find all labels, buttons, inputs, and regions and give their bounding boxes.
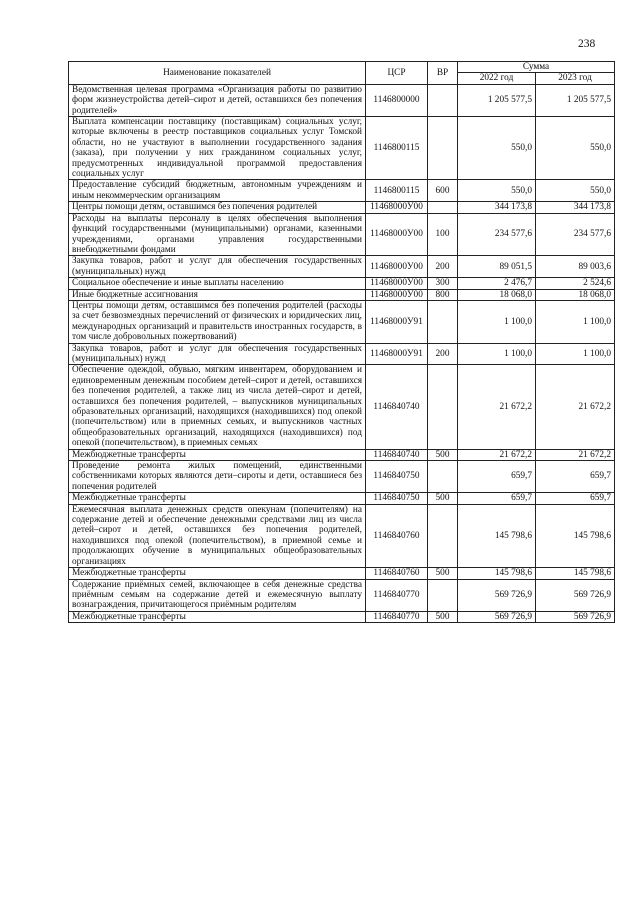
row-sum-2022: 89 051,5 [458, 256, 536, 278]
row-vr [428, 202, 458, 213]
row-vr: 600 [428, 180, 458, 202]
row-vr [428, 300, 458, 343]
header-csr: ЦСР [366, 62, 428, 85]
row-sum-2023: 659,7 [536, 493, 615, 504]
row-sum-2022: 1 100,0 [458, 300, 536, 343]
table-row [69, 117, 615, 180]
row-vr: 500 [428, 493, 458, 504]
row-sum-2022: 18 068,0 [458, 289, 536, 300]
row-sum-2022: 21 672,2 [458, 365, 536, 449]
row-sum-2023: 145 798,6 [536, 568, 615, 579]
table-row [69, 343, 615, 365]
row-name: Социальное обеспечение и иные выплаты населению [69, 278, 366, 289]
row-name: Межбюджетные трансферты [69, 611, 366, 622]
row-sum-2023: 1 205 577,5 [536, 84, 615, 116]
row-name: Межбюджетные трансферты [69, 449, 366, 460]
row-name: Предоставление субсидий бюджетным, автономным учреждениям и иным некоммерческим организациям [69, 180, 366, 202]
row-sum-2022: 659,7 [458, 493, 536, 504]
row-sum-2023: 659,7 [536, 461, 615, 493]
row-csr: 1146800000 [366, 84, 428, 116]
header-name: Наименование показателей [69, 62, 366, 85]
table-row [69, 493, 615, 504]
row-sum-2022: 550,0 [458, 117, 536, 180]
row-csr: 11468000У00 [366, 278, 428, 289]
row-csr: 1146840760 [366, 504, 428, 567]
header-year-2022: 2022 год [458, 73, 536, 84]
row-csr: 11468000У00 [366, 202, 428, 213]
row-sum-2022: 1 205 577,5 [458, 84, 536, 116]
table-row [69, 300, 615, 343]
row-name: Проведение ремонта жилых помещений, единственными собственниками которых являются дети–сироты и дети, оставшиеся без попечения родителей [69, 461, 366, 493]
row-sum-2023: 1 100,0 [536, 343, 615, 365]
row-name: Содержание приёмных семей, включающее в себя денежные средства приёмным семьям на содержание детей и ежемесячную выплату вознаграждения, причитающегося приёмным родителям [69, 579, 366, 611]
row-csr: 1146840770 [366, 611, 428, 622]
row-sum-2022: 1 100,0 [458, 343, 536, 365]
row-sum-2022: 234 577,6 [458, 213, 536, 256]
row-vr: 200 [428, 343, 458, 365]
table-row [69, 611, 615, 622]
row-vr: 100 [428, 213, 458, 256]
row-csr: 11468000У91 [366, 300, 428, 343]
table-row [69, 365, 615, 449]
row-name: Центры помощи детям, оставшимся без попечения родителей [69, 202, 366, 213]
row-csr: 11468000У00 [366, 289, 428, 300]
header-sum: Сумма [458, 62, 615, 73]
row-csr: 11468000У00 [366, 256, 428, 278]
row-name: Иные бюджетные ассигнования [69, 289, 366, 300]
row-vr [428, 504, 458, 567]
row-sum-2022: 344 173,8 [458, 202, 536, 213]
row-sum-2023: 569 726,9 [536, 579, 615, 611]
row-sum-2022: 659,7 [458, 461, 536, 493]
row-name: Межбюджетные трансферты [69, 493, 366, 504]
row-sum-2023: 145 798,6 [536, 504, 615, 567]
row-sum-2023: 21 672,2 [536, 365, 615, 449]
row-vr: 200 [428, 256, 458, 278]
row-csr: 1146840750 [366, 493, 428, 504]
row-csr: 1146840740 [366, 449, 428, 460]
table-row [69, 202, 615, 213]
row-sum-2023: 550,0 [536, 180, 615, 202]
table-row [69, 449, 615, 460]
row-name: Выплата компенсации поставщику (поставщикам) социальных услуг, которые включены в реестр поставщиков социальных услуг Томской области, но не участвуют в выполнении государственного задания (заказа), при получении у них гражданином социальных услуг, предусмотренных индивидуальной программой предоставления социальных услуг [69, 117, 366, 180]
table-row [69, 84, 615, 116]
row-sum-2022: 550,0 [458, 180, 536, 202]
row-vr [428, 579, 458, 611]
table-row [69, 289, 615, 300]
row-sum-2023: 21 672,2 [536, 449, 615, 460]
table-row [69, 180, 615, 202]
table-row [69, 213, 615, 256]
row-sum-2023: 234 577,6 [536, 213, 615, 256]
row-name: Расходы на выплаты персоналу в целях обеспечения выполнения функций государственными (муниципальными) органами, казенными учреждениями, органами управления государственными внебюджетными фондами [69, 213, 366, 256]
row-vr: 800 [428, 289, 458, 300]
row-name: Центры помощи детям, оставшимся без попечения родителей (расходы за счет безвозмездных перечислений от физических и юридических лиц, международных организаций и правительств иностранных государств, в том числе добровольных пожертвований) [69, 300, 366, 343]
row-sum-2023: 89 003,6 [536, 256, 615, 278]
row-vr [428, 365, 458, 449]
row-sum-2023: 550,0 [536, 117, 615, 180]
budget-table [68, 61, 615, 623]
row-name: Межбюджетные трансферты [69, 568, 366, 579]
table-row [69, 256, 615, 278]
row-sum-2023: 1 100,0 [536, 300, 615, 343]
row-csr: 11468000У00 [366, 213, 428, 256]
row-name: Закупка товаров, работ и услуг для обеспечения государственных (муниципальных) нужд [69, 343, 366, 365]
row-sum-2023: 569 726,9 [536, 611, 615, 622]
row-vr: 300 [428, 278, 458, 289]
table-body [69, 84, 615, 622]
row-csr: 1146800115 [366, 180, 428, 202]
row-vr: 500 [428, 568, 458, 579]
row-sum-2023: 18 068,0 [536, 289, 615, 300]
row-vr [428, 117, 458, 180]
row-vr: 500 [428, 449, 458, 460]
header-vr: ВР [428, 62, 458, 85]
table-row [69, 278, 615, 289]
row-csr: 1146840760 [366, 568, 428, 579]
row-vr [428, 461, 458, 493]
table-header [69, 62, 615, 85]
row-csr: 11468000У91 [366, 343, 428, 365]
row-sum-2022: 145 798,6 [458, 504, 536, 567]
row-name: Ведомственная целевая программа «Организация работы по развитию форм жизнеустройства детей–сирот и детей, оставшихся без попечения родителей» [69, 84, 366, 116]
page-number: 238 [578, 38, 596, 50]
table-row [69, 504, 615, 567]
row-csr: 1146840770 [366, 579, 428, 611]
row-name: Обеспечение одеждой, обувью, мягким инвентарем, оборудованием и единовременным денежным пособием детей–сирот и детей, оставшихся без попечения родителей, а также лиц из числа детей–сирот и детей, оставшихся без попечения родителей, – выпускников муниципальных образовательных организаций, находящихся (находившихся) под опекой (попечительством) или в приемных семьях, и выпускников частных общеобразовательных организаций, находящихся (находившихся) под опекой (попечительством), в приемных семьях [69, 365, 366, 449]
header-year-2023: 2023 год [536, 73, 615, 84]
row-sum-2023: 344 173,8 [536, 202, 615, 213]
row-csr: 1146800115 [366, 117, 428, 180]
row-sum-2022: 569 726,9 [458, 611, 536, 622]
row-sum-2022: 145 798,6 [458, 568, 536, 579]
table-row [69, 461, 615, 493]
table-row [69, 568, 615, 579]
row-vr: 500 [428, 611, 458, 622]
row-csr: 1146840740 [366, 365, 428, 449]
row-vr [428, 84, 458, 116]
row-sum-2023: 2 524,6 [536, 278, 615, 289]
row-name: Ежемесячная выплата денежных средств опекунам (попечителям) на содержание детей и обеспечение денежными средствами лиц из числа детей–сирот и детей, оставшихся без попечения родителей, находившихся под опекой (попечительством), в приемной семье и продолжающих обучение в муниципальных общеобразовательных организациях [69, 504, 366, 567]
row-sum-2022: 21 672,2 [458, 449, 536, 460]
row-sum-2022: 2 476,7 [458, 278, 536, 289]
table-row [69, 579, 615, 611]
row-csr: 1146840750 [366, 461, 428, 493]
row-name: Закупка товаров, работ и услуг для обеспечения государственных (муниципальных) нужд [69, 256, 366, 278]
row-sum-2022: 569 726,9 [458, 579, 536, 611]
